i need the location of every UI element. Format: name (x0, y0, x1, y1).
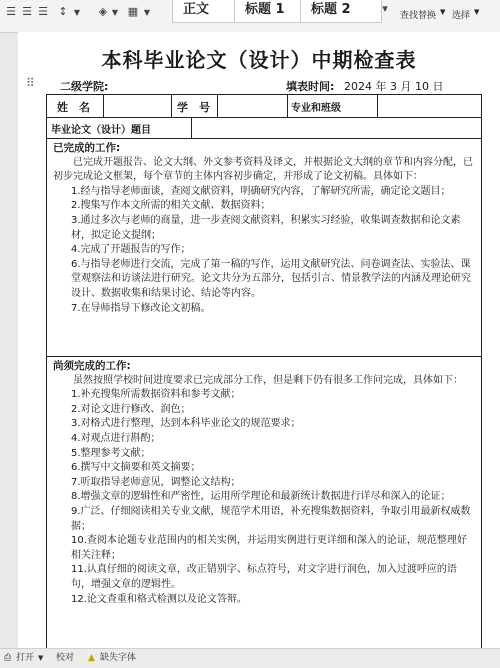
list-item: 4.完成了开题报告的写作； (71, 244, 191, 256)
list-item: 2.搜集写作本文所需的相关文献、数据资料； (71, 200, 271, 212)
align-left-icon[interactable]: ☰ (6, 5, 16, 18)
border-icon[interactable]: ▦ (127, 5, 139, 18)
list-item: 6.撰写中文摘要和英文摘要； (71, 462, 201, 474)
list-item: 8.增强文章的逻辑性和严密性，运用所学理论和最新统计数据进行详尽和深入的论证； (71, 491, 451, 503)
major-label: 专业和班级 (291, 103, 341, 114)
chevron-down-icon[interactable]: ▼ (143, 8, 151, 17)
document-page[interactable] (18, 32, 500, 648)
styles-expand-icon[interactable]: ▾ (382, 2, 388, 15)
chevron-down-icon[interactable]: ▼ (73, 8, 81, 17)
style-heading-2[interactable]: 标题 2 (300, 0, 382, 23)
chevron-down-icon[interactable]: ▼ (111, 8, 119, 17)
chevron-down-icon[interactable]: ▼ (38, 654, 44, 662)
date-value: 2024 年 3 月 10 日 (344, 80, 444, 93)
chevron-down-icon[interactable]: ▼ (440, 8, 446, 16)
date-label: 填表时间: (286, 80, 335, 93)
proof-button[interactable]: 校对 (56, 653, 75, 663)
list-item: 7.听取指导老师意见，调整论文结构； (71, 476, 241, 488)
drag-handle-icon[interactable]: ⠿ (26, 76, 35, 90)
list-item: 1.补充搜集所需数据资料和参考文献； (71, 389, 241, 401)
list-item: 6.与指导老师进行交流，完成了第一稿的写作，运用文献研究法、问卷调查法、实验法、课堂观察法和访谈法进行研究。论文共分为五部分，包括引言、情景教学法的内涵及理论研究设计、数据收集和结果讨论、结论等内容。 (71, 258, 471, 299)
shading-icon[interactable]: ◈ (98, 5, 108, 18)
list-item: 5.整理参考文献； (71, 447, 151, 459)
missing-font-button[interactable]: 缺失字体 (100, 653, 137, 663)
college-label: 二级学院: (60, 80, 109, 93)
find-replace-button[interactable]: 查找替换 (400, 11, 437, 21)
document-title: 本科毕业论文（设计）中期检查表 (101, 48, 417, 72)
align-center-icon[interactable]: ☰ (22, 5, 32, 18)
pending-work-heading: 尚须完成的工作: (53, 360, 131, 372)
list-item: 11.认真仔细的阅读文章，改正错别字、标点符号，对文字进行润色，加入过渡呼应的语句，增强文章的逻辑性。 (71, 564, 457, 590)
list-item: 12.论文查重和格式检测以及论文答辩。 (71, 593, 247, 605)
list-item: 7.在导师指导下修改论文初稿。 (71, 302, 211, 314)
style-heading-1[interactable]: 标题 1 (234, 0, 310, 23)
select-button[interactable]: 选择 (452, 11, 471, 21)
style-normal[interactable]: 正文 (172, 0, 244, 23)
completed-work-heading: 已完成的工作: (53, 142, 121, 154)
line-spacing-icon[interactable]: ↕ (58, 5, 68, 18)
list-item: 10.查阅本论题专业范围内的相关实例，并运用实例进行更详细和深入的论证，规范整理好相关注释； (71, 535, 467, 561)
form-table (46, 94, 482, 650)
justify-icon[interactable]: ☰ (38, 5, 48, 18)
list-item: 2.对论文进行修改、润色； (71, 403, 191, 415)
completed-work-section[interactable] (53, 141, 475, 316)
ribbon-toolbar (0, 0, 500, 33)
thesis-title-label: 毕业论文（设计）题目 (51, 125, 151, 136)
list-item: 3.对格式进行整理，达到本科毕业论文的规范要求； (71, 418, 301, 430)
print-button[interactable]: 打开 (16, 653, 35, 663)
pending-work-intro: 虽然按照学校时间进度要求已完成部分工作，但是剩下仍有很多工作问完成，具体如下： (73, 374, 463, 386)
completed-work-intro: 已完成开题报告、论文大纲、外文参考资料及译文，并根据论文大纲的章节和内容分配，已初步完成论文框架，每个章节的主体内容初步确定，并形成了论文初稿。具体如下： (53, 156, 473, 183)
name-label: 姓 名 (57, 101, 90, 114)
print-icon[interactable]: ⎙ (4, 653, 12, 663)
student-id-label: 学 号 (177, 101, 210, 114)
list-item: 3.通过多次与老师的商量，进一步查阅文献资料，积累实习经验，收集调查数据和论文素材，拟定论文提纲； (71, 214, 461, 241)
list-item: 1.经与指导老师面谈，查阅文献资料，明确研究内容，了解研究所需，确定论文题目； (71, 185, 451, 197)
list-item: 9.广泛、仔细阅读相关专业文献，规范学术用语，补充搜集数据资料，争取引用最新权威数据； (71, 505, 471, 532)
status-bar (0, 648, 500, 668)
warning-icon: ▲ (88, 653, 95, 663)
list-item: 4.对观点进行斟酌； (71, 432, 161, 444)
pending-work-section[interactable] (53, 359, 475, 607)
chevron-down-icon[interactable]: ▼ (474, 8, 480, 16)
